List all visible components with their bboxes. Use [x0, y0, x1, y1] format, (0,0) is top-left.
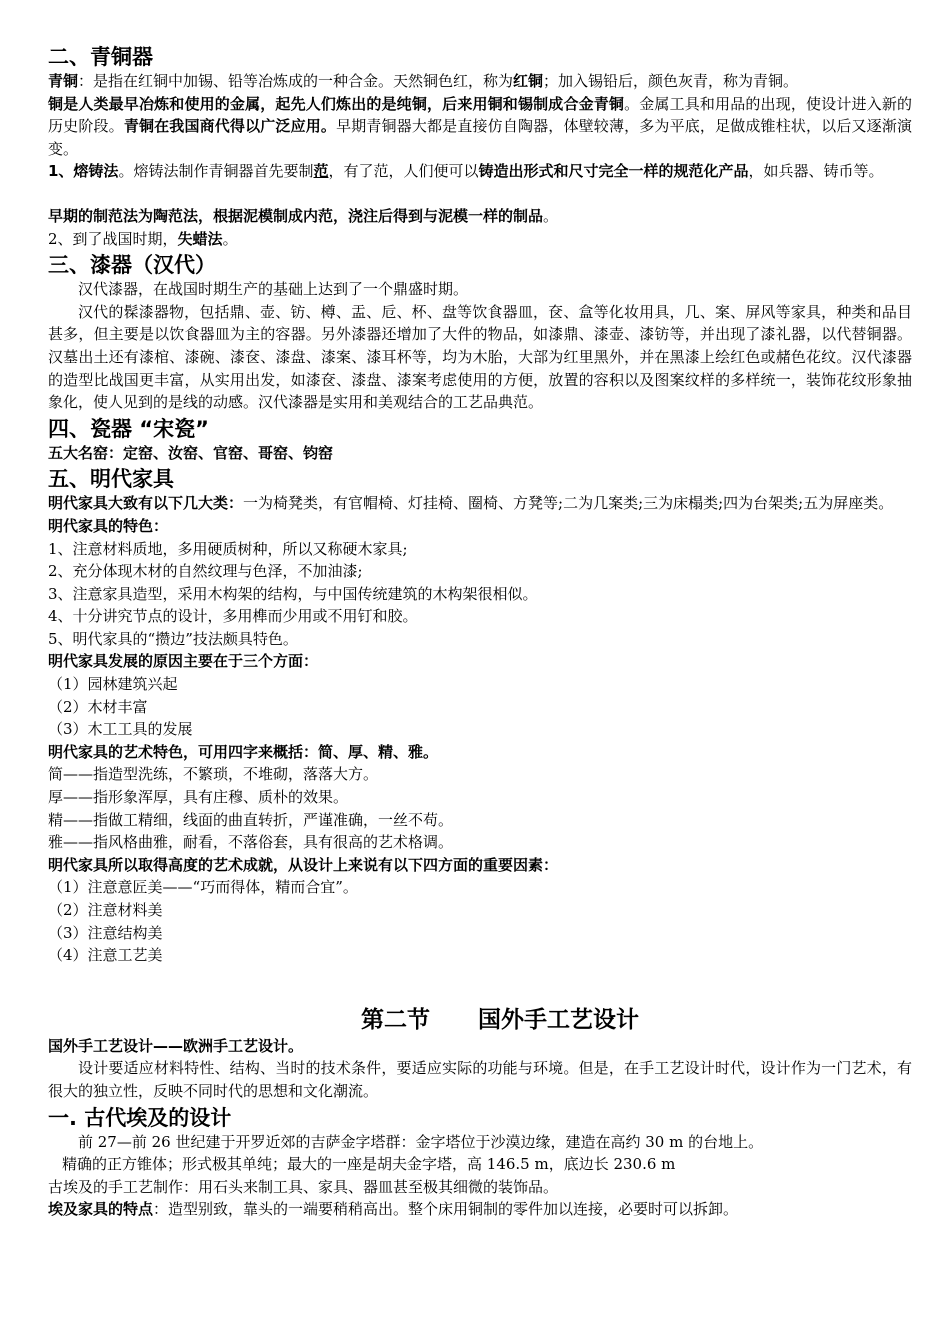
section-heading-ming-furniture: 五、明代家具 [48, 467, 174, 492]
feature-item: 1、注意材料质地，多用硬质树种，所以又称硬木家具; [48, 539, 408, 558]
feature-item: 4、十分讲究节点的设计，多用榫而少用或不用钉和胶。 [48, 607, 418, 626]
paragraph-pyramids: 前 27—前 26 世纪建于开罗近郊的吉萨金字塔群：金字塔位于沙漠边缘，建造在高约 30 m 的台地上。 [78, 1132, 764, 1151]
factor-item: （3）注意结构美 [48, 923, 163, 942]
blank-line [48, 183, 912, 205]
emphasis-text: 青铜在我国商代得以广泛应用。 [123, 117, 337, 136]
emphasis-text: 铸造出形式和尺寸完全一样的规范化产品 [478, 162, 749, 181]
paragraph-furniture-categories [48, 492, 912, 515]
text: 。 [543, 206, 559, 225]
section-heading-bronze: 二、青铜器 [48, 45, 153, 69]
factor-item: （2）注意材料美 [48, 901, 163, 919]
emphasis-text: 铜是人类最早冶炼和使用的金属，起先人们炼出的是纯铜，后来用铜和锡制成合金青铜 [48, 94, 625, 113]
text: 。熔铸法制作青铜器首先要制 [118, 162, 314, 181]
text: ：造型别致，靠头的一端要稍稍高出。整个床用铜制的零件加以连接，必要时可以拆卸。 [153, 1200, 739, 1219]
emphasis-text: 失蜡法 [177, 229, 223, 248]
text: 。金属工具和用品的出现，使设计进入新的历史阶段。 [48, 94, 912, 136]
five-kilns-line: 五大名窑：定窑、汝窑、官窑、哥窑、钧窑 [48, 443, 334, 462]
art-item: 厚——指形象浑厚，具有庄穆、质朴的效果。 [48, 788, 349, 807]
emphasis-text: 早期的制范法为陶范法，根据泥模制成内范，浇注后得到与泥模一样的制品 [48, 206, 544, 225]
paragraph-pyramid-form: 精确的正方锥体；形式极其单纯；最大的一座是胡夫金字塔，高 146.5 m，底边长 230.6 m [62, 1155, 676, 1174]
underlined-term: 范 [313, 162, 329, 181]
term-bronze: 青铜 [48, 72, 79, 90]
section-title: 国外手工艺设计 [478, 1006, 639, 1033]
paragraph-egypt-furniture [48, 1198, 912, 1221]
section-heading-lacquer: 三、漆器（汉代） [48, 253, 216, 278]
emphasis-text: 明代家具大致有以下几大类： [48, 494, 244, 513]
reason-item: （2）木材丰富 [48, 697, 148, 716]
section-number: 第二节 [361, 1006, 430, 1033]
text: 一为椅凳类，有官帽椅、灯挂椅、圈椅、方凳等;二为几案类;三为床榻类;四为台架类;五为屏座类。 [243, 494, 894, 513]
term-red-copper: 红铜 [513, 72, 544, 90]
text: 2、到了战国时期， [48, 229, 178, 248]
text: ；加入锡铅后，颜色灰青，称为青铜。 [543, 72, 799, 90]
text: ，有了范，人们便可以 [328, 162, 479, 181]
paragraph-mold-method [48, 205, 912, 228]
features-title: 明代家具的特色： [48, 516, 169, 535]
feature-item: 2、充分体现木材的自然纹理与色泽，不加油漆; [48, 562, 363, 581]
paragraph-egypt-craft: 古埃及的手工艺制作：用石头来制工具、家具、器皿甚至极其细微的装饰品。 [48, 1177, 559, 1196]
foreign-craft-subtitle: 国外手工艺设计——欧洲手工艺设计。 [48, 1036, 304, 1055]
chapter-section-heading [48, 1005, 912, 1035]
section-heading-porcelain: 四、瓷器 “宋瓷” [48, 416, 209, 441]
reasons-title: 明代家具发展的原因主要在于三个方面： [48, 652, 319, 671]
text: 。 [222, 229, 238, 248]
emphasis-text [313, 162, 328, 180]
paragraph-lacquer-detail: 汉代的髹漆器物，包括鼎、壶、钫、樽、盂、卮、杯、盘等饮食器皿，奁、盒等化妆用具，几、案、屏风等家具，种类和品目甚多，但主要是以饮食器皿为主的容器。另外漆器还增加了大件的物品，如漆鼎、漆壶、漆钫等，并出现了漆礼器，以代替铜器。汉墓出土还有漆棺、漆碗、漆奁、漆盘、漆案、漆耳杯等，均为木胎，大部为红里黑外，并在黑漆上绘红色或赭色花纹。汉代漆器的造型比战国更丰富，从实用出发，如漆奁、漆盘、漆案考虑使用的方便，放置的容积以及图案纹样的多样统一，装饰花纹形象抽象化，使人见到的是线的动感。汉代漆器是实用和美观结合的工艺品典范。 [48, 302, 912, 412]
art-item: 雅——指风格曲雅，耐看，不落俗套，具有很高的艺术格调。 [48, 833, 454, 852]
paragraph-bronze-definition [48, 70, 912, 93]
factor-item: （1）注意意匠美——“巧而得体，精而合宜”。 [48, 878, 358, 897]
paragraph-foreign-craft: 设计要适应材料特性、结构、当时的技术条件，要适应实际的功能与环境。但是，在手工艺设计时代，设计作为一门艺术，有很大的独立性，反映不同时代的思想和文化潮流。 [48, 1059, 912, 1100]
reason-item: （1）园林建筑兴起 [48, 675, 178, 694]
text: ：是指在红铜中加锡、铅等冶炼成的一种合金。天然铜色红，称为 [78, 72, 514, 90]
feature-item: 3、注意家具造型，采用木构架的结构，与中国传统建筑的木构架很相似。 [48, 584, 538, 603]
emphasis-text: 1、熔铸法 [48, 162, 119, 181]
text: ，如兵器、铸币等。 [748, 162, 884, 181]
text: 早期青铜器大都是直接仿自陶器，体壁较薄，多为平底，足做成锥柱状，以后又逐渐演变。 [48, 117, 912, 158]
factor-item: （4）注意工艺美 [48, 946, 163, 965]
blank-space [48, 967, 912, 1005]
paragraph-lacquer-intro: 汉代漆器，在战国时期生产的基础上达到了一个鼎盛时期。 [78, 280, 469, 299]
art-item: 简——指造型洗练，不繁琐，不堆砌，落落大方。 [48, 765, 379, 784]
paragraph-casting-method [48, 160, 912, 183]
paragraph-bronze-history [48, 93, 912, 161]
reason-item: （3）木工工具的发展 [48, 720, 193, 739]
art-features-title: 明代家具的艺术特色，可用四字来概括：简、厚、精、雅。 [48, 742, 439, 761]
feature-item: 5、明代家具的“攒边”技法颇具特色。 [48, 629, 298, 648]
emphasis-text: 埃及家具的特点 [48, 1200, 154, 1219]
paragraph-lost-wax [48, 228, 912, 251]
factors-title: 明代家具所以取得高度的艺术成就，从设计上来说有以下四方面的重要因素： [48, 855, 559, 874]
art-item: 精——指做工精细，线面的曲直转折，严谨准确，一丝不苟。 [48, 810, 454, 829]
section-heading-egypt: 一. 古代埃及的设计 [48, 1105, 232, 1130]
